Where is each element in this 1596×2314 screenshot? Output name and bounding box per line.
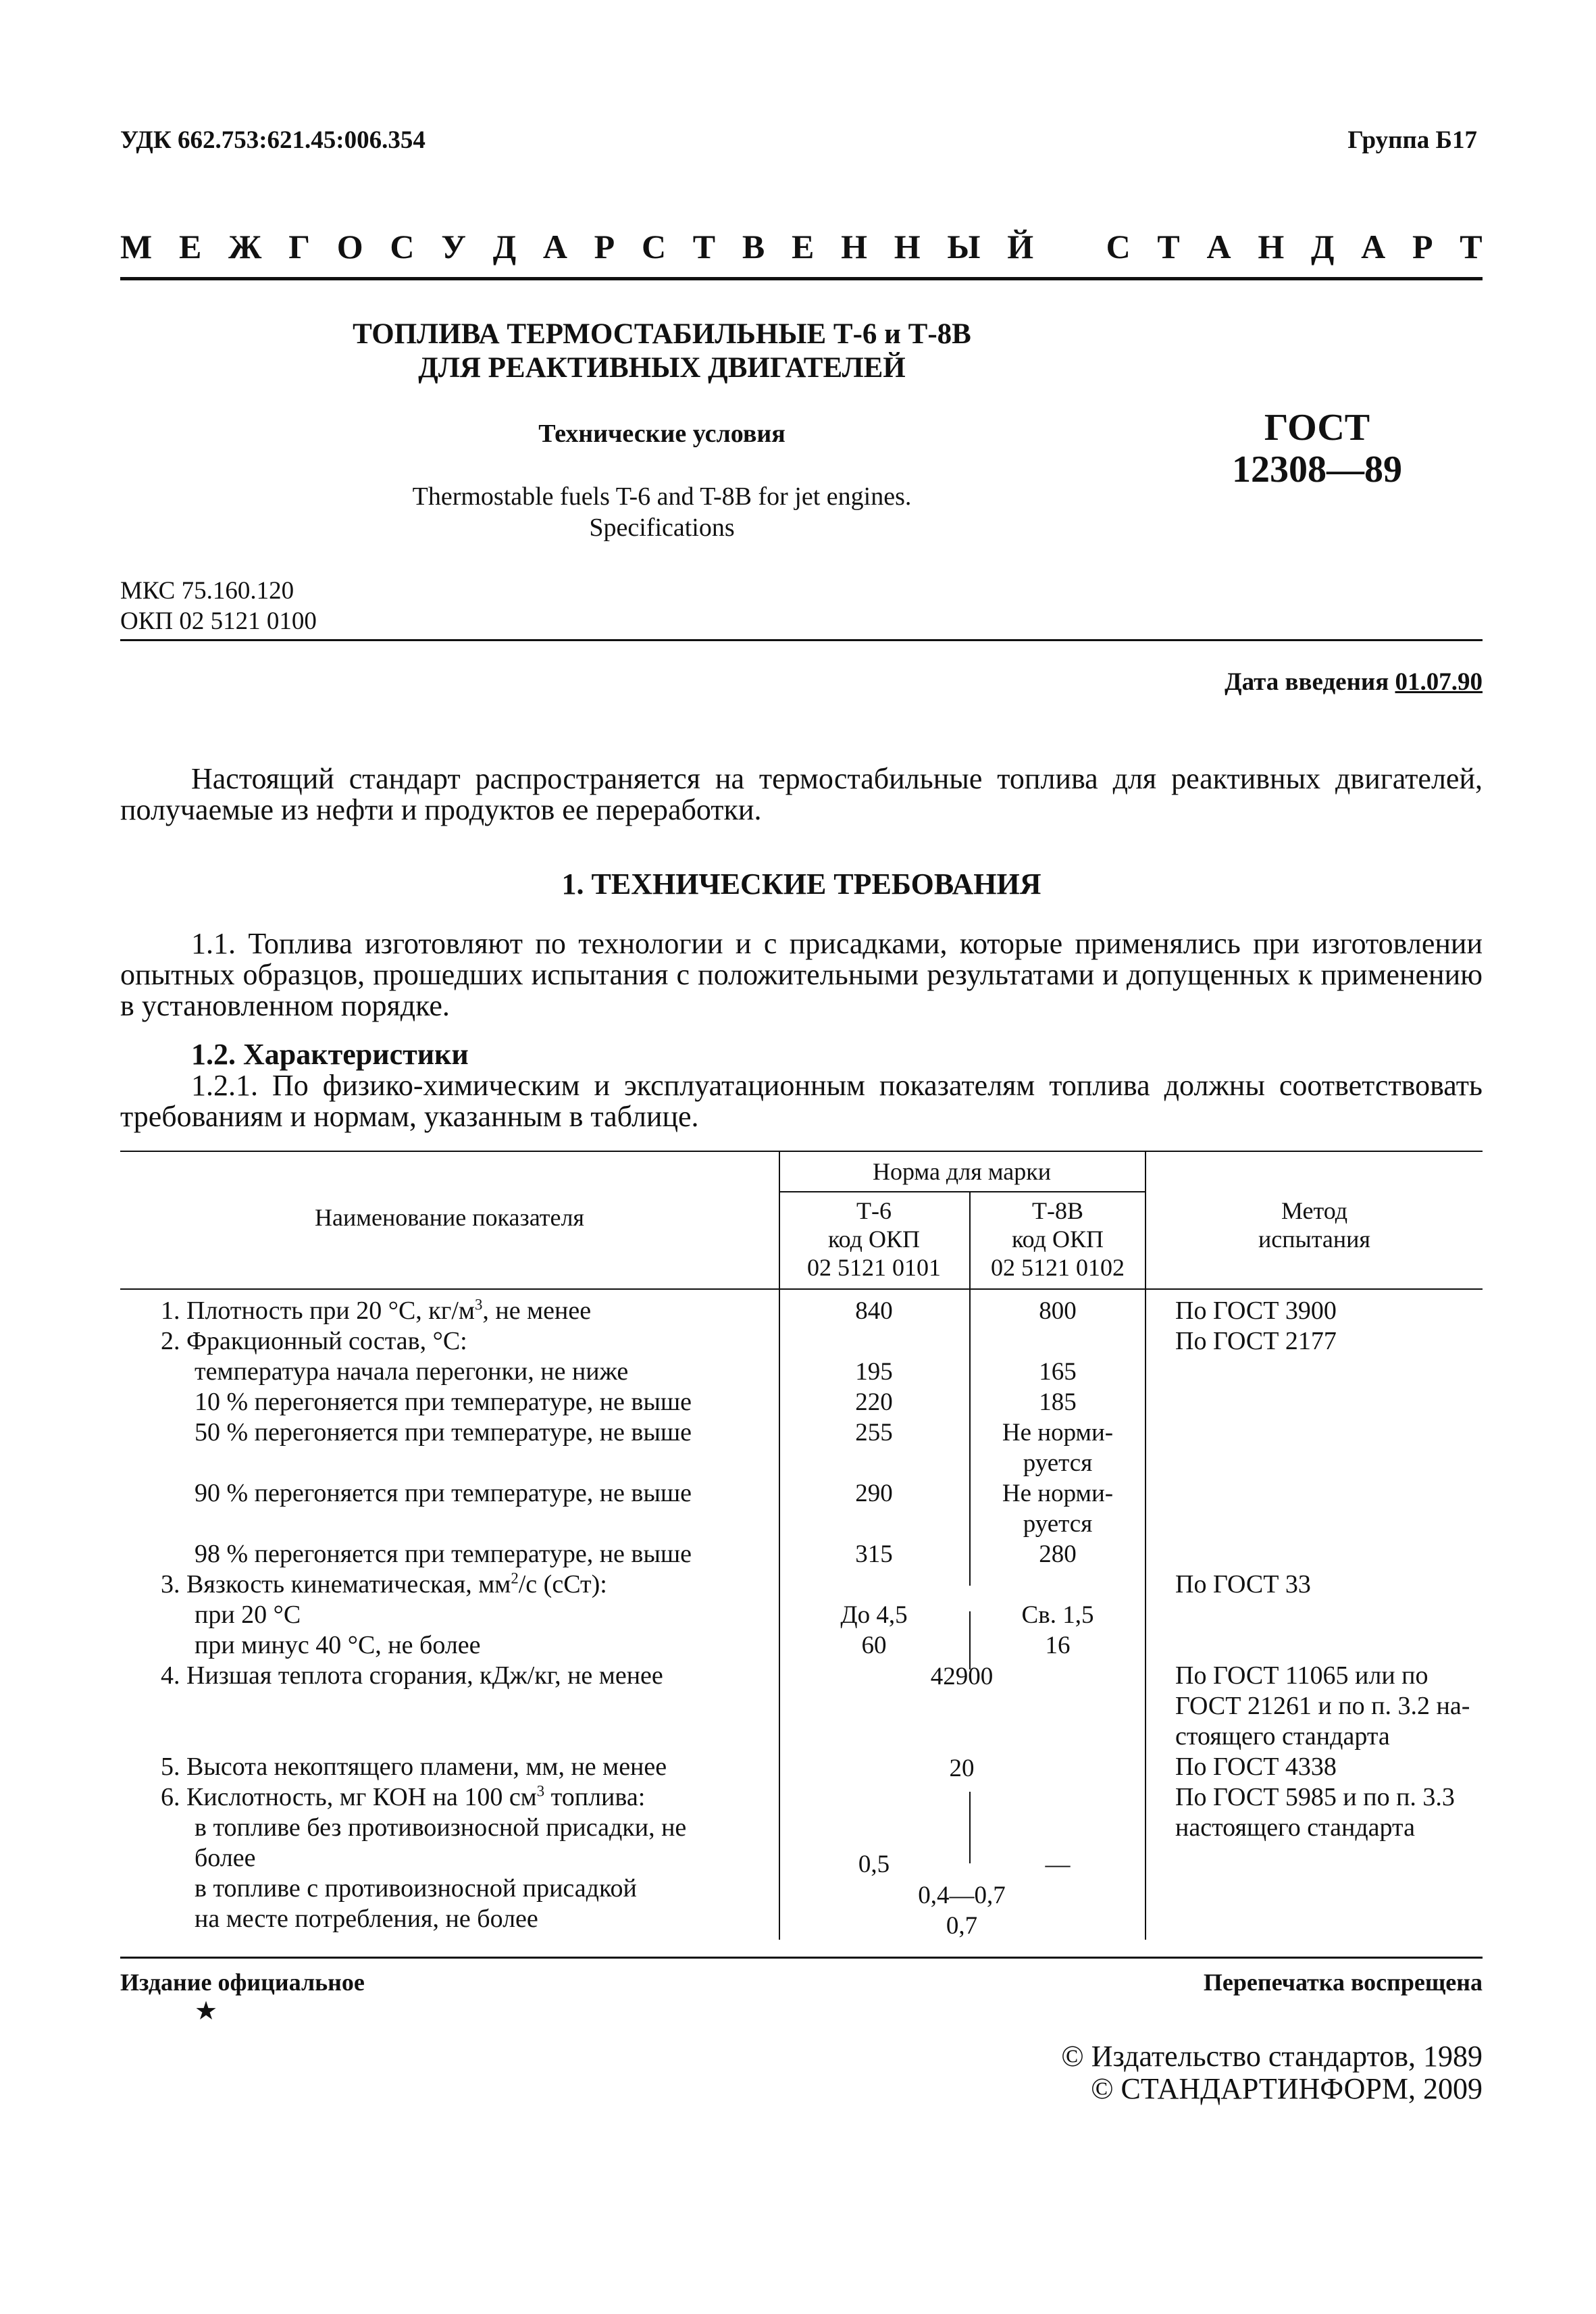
header-t6-code: 02 5121 0101: [807, 1254, 941, 1281]
method-heat-3: стоящего стандарта: [1175, 1722, 1390, 1751]
header-norm: Норма для марки: [872, 1158, 1052, 1185]
row-smoke-point: 5. Высота некоптящего пламени, мм, не менее: [161, 1753, 667, 1781]
star-icon: ★: [195, 1997, 218, 2026]
banner-letter: [1060, 227, 1079, 266]
table-header-rule: [120, 1288, 1483, 1290]
t8v-initial-boiling: 165: [1039, 1358, 1077, 1386]
header-t8v-grade: Т-8В: [1032, 1197, 1083, 1224]
banner-letter: Т: [1157, 228, 1180, 266]
acidity-with-additive-value: 0,4—0,7: [918, 1882, 1006, 1909]
method-heat-2: ГОСТ 21261 и по п. 3.2 на-: [1175, 1692, 1470, 1720]
row-initial-boiling: температура начала перегонки, не ниже: [195, 1357, 629, 1386]
banner-letter: У: [441, 228, 466, 266]
header-t6: [779, 1197, 969, 1282]
udk-code: УДК 662.753:621.45:006.354: [120, 126, 426, 154]
t6-viscosity-20: До 4,5: [840, 1601, 908, 1629]
classification-codes: [120, 576, 317, 636]
t8v-90-percent-b: руется: [1023, 1510, 1093, 1538]
row-acidity-no-additive: в топливе без противоизносной присадки, не: [195, 1813, 687, 1842]
header-method-line-2: испытания: [1258, 1226, 1370, 1253]
banner-letter: Р: [1412, 228, 1433, 266]
t6-acidity: 0,5: [858, 1851, 890, 1878]
english-title-line-2: Specifications: [589, 513, 735, 542]
paragraph-1-2-1: 1.2.1. По физико-химическим и эксплуатационным показателям топлива должны соответствовать требованиям и нормам, указанным в таблице.: [120, 1069, 1483, 1133]
banner-letter: С: [1106, 228, 1131, 266]
row-viscosity-20: при 20 °С: [195, 1601, 301, 1629]
banner-letter: Е: [178, 228, 202, 266]
heat-value: 42900: [930, 1663, 994, 1690]
banner-rule: [120, 277, 1483, 280]
banner-letter: А: [1361, 228, 1386, 266]
t8v-50-percent-a: Не норми-: [1002, 1419, 1114, 1447]
t6-98-percent: 315: [855, 1540, 893, 1568]
method-acidity-2: настоящего стандарта: [1175, 1813, 1415, 1842]
t6-10-percent: 220: [855, 1388, 893, 1416]
t6-column: [779, 1296, 969, 1661]
paragraph-1-2: 1.2. Характеристики: [191, 1038, 469, 1071]
method-column: [1175, 1296, 1483, 1843]
subtitle: Технические условия: [538, 420, 786, 448]
banner-letter: В: [742, 228, 765, 266]
banner-letter: Н: [894, 228, 921, 266]
banner-letter: С: [641, 228, 667, 266]
t8v-viscosity-minus-40: 16: [1045, 1632, 1071, 1659]
english-title-line-1: Thermostable fuels T-6 and T-8B for jet engines.: [412, 482, 912, 511]
method-viscosity: По ГОСТ 33: [1175, 1570, 1311, 1599]
footer-rule: [120, 1957, 1483, 1959]
okp-code: ОКП 02 5121 0100: [120, 607, 317, 635]
section-1-title: 1. ТЕХНИЧЕСКИЕ ТРЕБОВАНИЯ: [561, 867, 1041, 901]
t8v-10-percent: 185: [1039, 1388, 1077, 1416]
banner-letter: М: [120, 228, 153, 266]
document-title: [203, 318, 1121, 385]
copyright-1989: © Издательство стандартов, 1989: [1061, 2040, 1483, 2073]
method-fractional: По ГОСТ 2177: [1175, 1327, 1337, 1355]
table-top-rule: [120, 1151, 1483, 1152]
t8v-50-percent-b: руется: [1023, 1449, 1093, 1477]
header-t6-grade: Т-6: [856, 1197, 892, 1224]
group-code: Группа Б17: [1347, 126, 1477, 154]
intro-date: [1225, 668, 1483, 697]
t6-initial-boiling: 195: [855, 1358, 893, 1386]
row-viscosity: 3. Вязкость кинематическая, $мм^2/с$ (сСт):: [161, 1569, 607, 1599]
paragraph-1-1: 1.1. Топлива изготовляют по технологии и с присадками, которые применялись при изготовлении опытных образцов, прошедших испытания с положительными результатами и допущенных к применению в установленном порядке.: [120, 927, 1483, 1022]
reprint-notice: Перепечатка воспрещена: [1203, 1969, 1483, 1996]
t8v-90-percent-a: Не норми-: [1002, 1480, 1114, 1507]
row-viscosity-minus-40: при минус 40 °С, не более: [195, 1631, 481, 1659]
t8v-acidity: —: [1045, 1851, 1071, 1878]
header-t8v: [971, 1197, 1145, 1282]
copyright-2009: © СТАНДАРТИНФОРМ, 2009: [1091, 2072, 1483, 2105]
banner-letter: Д: [492, 228, 517, 266]
official-edition: Издание официальное: [120, 1969, 365, 1996]
acidity-consumption-value: 0,7: [946, 1912, 978, 1940]
t8v-density: 800: [1039, 1297, 1077, 1325]
banner-letter: О: [336, 228, 363, 266]
t6-viscosity-minus-40: 60: [861, 1632, 887, 1659]
t6-50-percent: 255: [855, 1419, 893, 1447]
intro-date-value: 01.07.90: [1395, 668, 1483, 696]
banner-letter: Н: [1258, 228, 1285, 266]
codes-rule: [120, 639, 1483, 641]
method-acidity-1: По ГОСТ 5985 и по п. 3.3: [1175, 1783, 1455, 1811]
gost-label: ГОСТ: [1264, 407, 1370, 449]
banner-letter: Т: [1460, 228, 1483, 266]
banner-letter: А: [542, 228, 567, 266]
row-98-percent: 98 % перегоняется при температуре, не выше: [195, 1540, 692, 1568]
smoke-point-value: 20: [949, 1755, 975, 1782]
table-col-rule-2: [1145, 1151, 1146, 1940]
header-t8v-code-label: код ОКП: [1012, 1226, 1104, 1253]
header-t8v-code: 02 5121 0102: [991, 1254, 1125, 1281]
row-heat: 4. Низшая теплота сгорания, кДж/кг, не менее: [161, 1661, 663, 1690]
english-title: [203, 481, 1121, 543]
copyright: [1061, 2040, 1483, 2105]
banner-letter: Г: [288, 228, 311, 266]
header-indicator-name: Наименование показателя: [315, 1204, 584, 1231]
row-density: 1. Плотность при 20 °С, $кг/м^3$, не менее: [161, 1296, 592, 1325]
title-line-1: ТОПЛИВА ТЕРМОСТАБИЛЬНЫЕ Т-6 и Т-8В: [353, 318, 971, 350]
standard-banner: [120, 227, 1483, 266]
banner-letter: Ы: [947, 228, 981, 266]
header-t6-code-label: код ОКП: [828, 1226, 920, 1253]
row-50-percent: 50 % перегоняется при температуре, не выше: [195, 1418, 692, 1447]
header-method: [1146, 1197, 1483, 1253]
method-heat-1: По ГОСТ 11065 или по: [1175, 1661, 1428, 1690]
banner-letter: С: [390, 228, 415, 266]
banner-letter: Р: [594, 228, 615, 266]
row-acidity-with-additive: в топливе с противоизносной присадкой: [195, 1874, 637, 1903]
method-smoke-point: По ГОСТ 4338: [1175, 1753, 1337, 1781]
banner-letter: Е: [791, 228, 815, 266]
banner-letter: А: [1206, 228, 1231, 266]
header-method-line-1: Метод: [1281, 1197, 1348, 1224]
t8v-viscosity-20: Св. 1,5: [1021, 1601, 1094, 1629]
t8v-column: [971, 1296, 1145, 1661]
row-90-percent: 90 % перегоняется при температуре, не выше: [195, 1479, 692, 1507]
gost-number: [1202, 407, 1432, 491]
t8v-98-percent: 280: [1039, 1540, 1077, 1568]
banner-letter: Н: [841, 228, 867, 266]
scope-paragraph: Настоящий стандарт распространяется на термостабильные топлива для реактивных двигателей, получаемые из нефти и продуктов ее переработки.: [120, 762, 1483, 826]
row-acidity-consumption: на месте потребления, не более: [195, 1905, 538, 1933]
method-density: По ГОСТ 3900: [1175, 1297, 1337, 1325]
banner-letter: Д: [1311, 228, 1335, 266]
row-fractional: 2. Фракционный состав, °С:: [161, 1327, 467, 1355]
row-10-percent: 10 % перегоняется при температуре, не выше: [195, 1388, 692, 1416]
banner-letter: Й: [1007, 228, 1034, 266]
banner-letter: Т: [692, 228, 716, 266]
row-acidity-no-additive-cont: более: [195, 1844, 256, 1872]
intro-date-label: Дата введения: [1225, 668, 1389, 696]
banner-letter: Ж: [228, 228, 262, 266]
t6-90-percent: 290: [855, 1480, 893, 1507]
title-line-2: ДЛЯ РЕАКТИВНЫХ ДВИГАТЕЛЕЙ: [418, 352, 906, 384]
mks-code: МКС 75.160.120: [120, 577, 294, 605]
gost-code: 12308—89: [1232, 449, 1402, 491]
row-acidity: 6. Кислотность, мг КОН на 100 $см^3$ топлива:: [161, 1782, 646, 1811]
norm-header-rule: [779, 1191, 1145, 1192]
indicator-column: [120, 1296, 769, 1934]
t6-density: 840: [855, 1297, 893, 1325]
